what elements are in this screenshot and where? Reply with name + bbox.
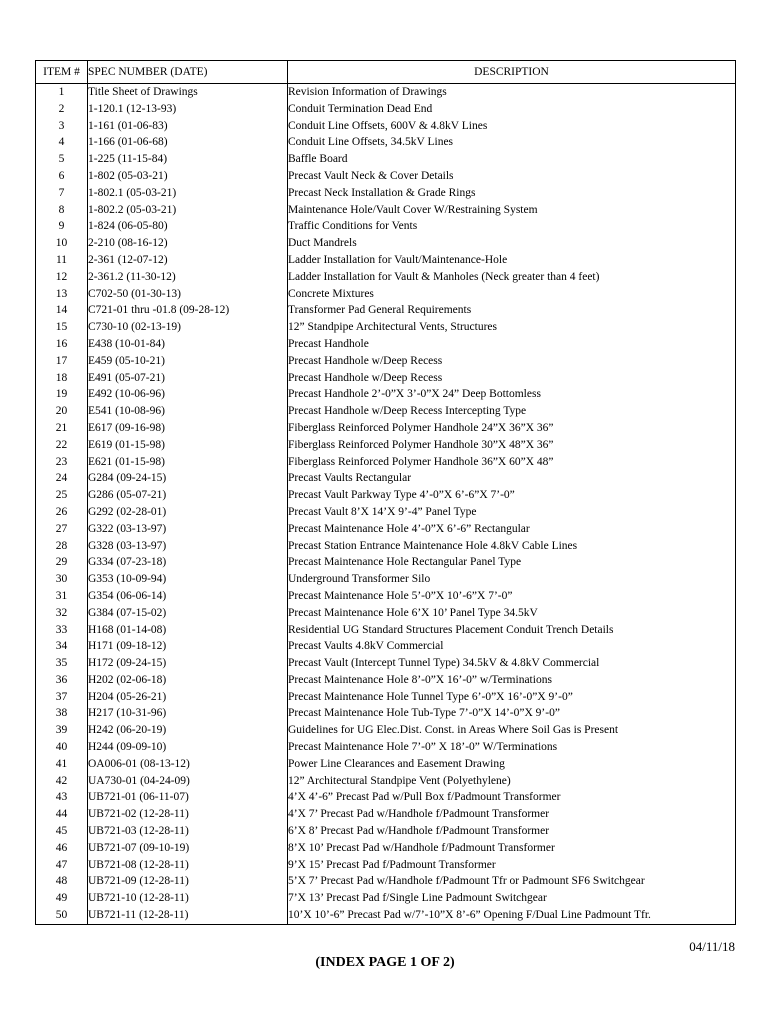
- table-row: [36, 554, 736, 571]
- description-cell: 4’X 4’-6” Precast Pad w/Pull Box f/Padmount Transformer: [288, 791, 561, 804]
- item-number-cell: 34: [36, 638, 88, 655]
- description-cell: Precast Vaults 4.8kV Commercial: [288, 640, 444, 653]
- item-number-cell: 14: [36, 302, 88, 319]
- description-cell: Guidelines for UG Elec.Dist. Const. in Areas Where Soil Gas is Present: [288, 724, 619, 737]
- item-number-cell: 32: [36, 605, 88, 622]
- description-cell: Fiberglass Reinforced Polymer Handhole 30”X 48”X 36”: [288, 438, 554, 451]
- spec-number-cell: 1-802 (05-03-21): [88, 168, 288, 185]
- spec-number-cell: 1-824 (06-05-80): [88, 218, 288, 235]
- spec-number-cell: UB721-10 (12-28-11): [88, 890, 288, 907]
- item-number-cell: 29: [36, 554, 88, 571]
- item-number-cell: 13: [36, 286, 88, 303]
- item-number-cell: 6: [36, 168, 88, 185]
- item-number-cell: 28: [36, 538, 88, 555]
- table-row: [36, 504, 736, 521]
- spec-number-cell: 1-225 (11-15-84): [88, 151, 288, 168]
- spec-number-cell: C730-10 (02-13-19): [88, 319, 288, 336]
- spec-number-header: SPEC NUMBER (DATE): [88, 61, 288, 84]
- spec-number-cell: G322 (03-13-97): [88, 521, 288, 538]
- table-row: [36, 521, 736, 538]
- table-row: [36, 672, 736, 689]
- item-number-cell: 30: [36, 571, 88, 588]
- spec-number-cell: E438 (10-01-84): [88, 336, 288, 353]
- item-number-cell: 38: [36, 705, 88, 722]
- spec-number-cell: H202 (02-06-18): [88, 672, 288, 689]
- description-cell: Precast Handhole w/Deep Recess Intercepting Type: [288, 405, 527, 418]
- table-row: [36, 487, 736, 504]
- spec-number-cell: G292 (02-28-01): [88, 504, 288, 521]
- description-cell: 4’X 7’ Precast Pad w/Handhole f/Padmount Transformer: [288, 808, 550, 821]
- spec-number-cell: G354 (06-06-14): [88, 588, 288, 605]
- spec-number-cell: UB721-07 (09-10-19): [88, 840, 288, 857]
- description-cell: Precast Maintenance Hole Tub-Type 7’-0”X 14’-0”X 9’-0”: [288, 707, 560, 720]
- description-cell: Precast Maintenance Hole 7’-0” X 18’-0” W/Terminations: [288, 741, 558, 754]
- spec-number-cell: UA730-01 (04-24-09): [88, 773, 288, 790]
- table-row: [36, 403, 736, 420]
- description-cell: 8’X 10’ Precast Pad w/Handhole f/Padmount Transformer: [288, 841, 555, 854]
- table-row: [36, 134, 736, 151]
- table-row: [36, 336, 736, 353]
- description-cell: Precast Vault Parkway Type 4’-0”X 6’-6”X 7’-0”: [288, 489, 515, 502]
- description-cell: Transformer Pad General Requirements: [288, 304, 472, 317]
- table-row: [36, 588, 736, 605]
- item-number-cell: 24: [36, 470, 88, 487]
- description-cell: Concrete Mixtures: [288, 287, 374, 300]
- description-cell: 12” Standpipe Architectural Vents, Structures: [288, 321, 497, 334]
- item-number-cell: 22: [36, 437, 88, 454]
- description-cell: Precast Vault 8’X 14’X 9’-4” Panel Type: [288, 505, 477, 518]
- spec-number-cell: OA006-01 (08-13-12): [88, 756, 288, 773]
- description-cell: Fiberglass Reinforced Polymer Handhole 36”X 60”X 48”: [288, 455, 554, 468]
- table-row: [36, 739, 736, 756]
- item-number-cell: 3: [36, 118, 88, 135]
- description-cell: Ladder Installation for Vault/Maintenance-Hole: [288, 253, 508, 266]
- table-body: [36, 84, 736, 925]
- spec-number-cell: E621 (01-15-98): [88, 454, 288, 471]
- table-header-row: [36, 61, 736, 84]
- spec-number-cell: E491 (05-07-21): [88, 370, 288, 387]
- table-row: [36, 638, 736, 655]
- item-number-cell: 37: [36, 689, 88, 706]
- table-row: [36, 286, 736, 303]
- revision-date: 04/11/18: [689, 939, 735, 954]
- description-cell: Precast Handhole 2’-0”X 3’-0”X 24” Deep Bottomless: [288, 388, 541, 401]
- spec-number-cell: 1-802.1 (05-03-21): [88, 185, 288, 202]
- table-row: [36, 151, 736, 168]
- spec-number-cell: H172 (09-24-15): [88, 655, 288, 672]
- spec-number-cell: G286 (05-07-21): [88, 487, 288, 504]
- item-number-cell: 46: [36, 840, 88, 857]
- spec-number-cell: 1-161 (01-06-83): [88, 118, 288, 135]
- description-cell: Precast Maintenance Hole 8’-0”X 16’-0” w/Terminations: [288, 673, 552, 686]
- item-number-cell: 33: [36, 622, 88, 639]
- spec-number-cell: H217 (10-31-96): [88, 705, 288, 722]
- item-number-cell: 31: [36, 588, 88, 605]
- table-row: [36, 470, 736, 487]
- spec-number-cell: H171 (09-18-12): [88, 638, 288, 655]
- table-row: [36, 420, 736, 437]
- table-row: [36, 655, 736, 672]
- table-row: [36, 907, 736, 924]
- table-row: [36, 202, 736, 219]
- item-number-cell: 17: [36, 353, 88, 370]
- description-cell: Maintenance Hole/Vault Cover W/Restraining System: [288, 203, 538, 216]
- description-cell: Precast Maintenance Hole Tunnel Type 6’-0”X 16’-0”X 9’-0”: [288, 690, 573, 703]
- item-number-cell: 40: [36, 739, 88, 756]
- spec-number-cell: 1-802.2 (05-03-21): [88, 202, 288, 219]
- description-cell: 9’X 15’ Precast Pad f/Padmount Transformer: [288, 858, 496, 871]
- spec-number-cell: UB721-02 (12-28-11): [88, 806, 288, 823]
- table-row: [36, 84, 736, 101]
- description-cell: Traffic Conditions for Vents: [288, 220, 418, 233]
- table-row: [36, 252, 736, 269]
- table-row: [36, 235, 736, 252]
- item-number-cell: 48: [36, 873, 88, 890]
- item-number-cell: 27: [36, 521, 88, 538]
- item-number-cell: 9: [36, 218, 88, 235]
- table-row: [36, 756, 736, 773]
- spec-number-cell: E541 (10-08-96): [88, 403, 288, 420]
- spec-number-cell: E619 (01-15-98): [88, 437, 288, 454]
- description-cell: 10’X 10’-6” Precast Pad w/7’-10”X 8’-6” Opening F/Dual Line Padmount Tfr.: [288, 909, 651, 922]
- spec-number-cell: G334 (07-23-18): [88, 554, 288, 571]
- spec-number-cell: H204 (05-26-21): [88, 689, 288, 706]
- description-cell: Precast Maintenance Hole Rectangular Panel Type: [288, 556, 522, 569]
- page-index-label: (INDEX PAGE 1 OF 2): [315, 955, 455, 970]
- spec-number-cell: G284 (09-24-15): [88, 470, 288, 487]
- item-number-cell: 15: [36, 319, 88, 336]
- item-number-cell: 49: [36, 890, 88, 907]
- table-row: [36, 437, 736, 454]
- spec-number-cell: UB721-11 (12-28-11): [88, 907, 288, 924]
- item-number-cell: 16: [36, 336, 88, 353]
- table-row: [36, 454, 736, 471]
- description-cell: 5’X 7’ Precast Pad w/Handhole f/Padmount Tfr or Padmount SF6 Switchgear: [288, 875, 645, 888]
- spec-number-cell: 1-120.1 (12-13-93): [88, 101, 288, 118]
- table-row: [36, 789, 736, 806]
- table-row: [36, 857, 736, 874]
- description-cell: Ladder Installation for Vault & Manholes (Neck greater than 4 feet): [288, 270, 600, 283]
- description-cell: Duct Mandrels: [288, 237, 357, 250]
- description-cell: 12” Architectural Standpipe Vent (Polyethylene): [288, 774, 511, 787]
- item-number-cell: 45: [36, 823, 88, 840]
- item-number-cell: 10: [36, 235, 88, 252]
- spec-number-cell: E459 (05-10-21): [88, 353, 288, 370]
- description-cell: Power Line Clearances and Easement Drawing: [288, 757, 505, 770]
- spec-number-cell: G353 (10-09-94): [88, 571, 288, 588]
- table-row: [36, 840, 736, 857]
- spec-number-cell: Title Sheet of Drawings: [88, 84, 288, 101]
- description-cell: Precast Vaults Rectangular: [288, 472, 412, 485]
- description-cell: Precast Maintenance Hole 5’-0”X 10’-6”X 7’-0”: [288, 589, 513, 602]
- item-number-cell: 2: [36, 101, 88, 118]
- description-cell: Precast Handhole: [288, 337, 369, 350]
- item-number-cell: 50: [36, 907, 88, 924]
- description-cell: Residential UG Standard Structures Placement Conduit Trench Details: [288, 623, 614, 636]
- item-number-cell: 4: [36, 134, 88, 151]
- spec-number-cell: UB721-09 (12-28-11): [88, 873, 288, 890]
- spec-number-cell: G328 (03-13-97): [88, 538, 288, 555]
- table-row: [36, 101, 736, 118]
- item-number-cell: 42: [36, 773, 88, 790]
- description-cell: Precast Handhole w/Deep Recess: [288, 371, 443, 384]
- item-number-cell: 11: [36, 252, 88, 269]
- item-number-cell: 35: [36, 655, 88, 672]
- table-row: [36, 689, 736, 706]
- spec-number-cell: UB721-08 (12-28-11): [88, 857, 288, 874]
- table-row: [36, 571, 736, 588]
- item-number-cell: 47: [36, 857, 88, 874]
- spec-number-cell: 2-361.2 (11-30-12): [88, 269, 288, 286]
- description-cell: Precast Neck Installation & Grade Rings: [288, 186, 476, 199]
- description-cell: Precast Station Entrance Maintenance Hole 4.8kV Cable Lines: [288, 539, 578, 552]
- table-row: [36, 353, 736, 370]
- item-number-cell: 19: [36, 386, 88, 403]
- item-number-cell: 18: [36, 370, 88, 387]
- description-cell: Precast Vault Neck & Cover Details: [288, 169, 454, 182]
- table-row: [36, 773, 736, 790]
- table-row: [36, 370, 736, 387]
- description-cell: Conduit Termination Dead End: [288, 102, 433, 115]
- spec-number-cell: C721-01 thru -01.8 (09-28-12): [88, 302, 288, 319]
- description-cell: Precast Maintenance Hole 6’X 10’ Panel Type 34.5kV: [288, 606, 538, 619]
- item-number-cell: 8: [36, 202, 88, 219]
- description-cell: Fiberglass Reinforced Polymer Handhole 24”X 36”X 36”: [288, 421, 554, 434]
- spec-number-cell: 2-210 (08-16-12): [88, 235, 288, 252]
- item-number-cell: 25: [36, 487, 88, 504]
- description-cell: Precast Handhole w/Deep Recess: [288, 354, 443, 367]
- table-row: [36, 168, 736, 185]
- table-row: [36, 823, 736, 840]
- item-number-cell: 12: [36, 269, 88, 286]
- description-cell: Revision Information of Drawings: [288, 86, 447, 98]
- item-number-cell: 36: [36, 672, 88, 689]
- item-number-header: ITEM #: [36, 61, 88, 84]
- item-number-cell: 23: [36, 454, 88, 471]
- spec-number-cell: G384 (07-15-02): [88, 605, 288, 622]
- table-row: [36, 386, 736, 403]
- spec-number-cell: H242 (06-20-19): [88, 722, 288, 739]
- item-number-cell: 41: [36, 756, 88, 773]
- table-row: [36, 218, 736, 235]
- table-row: [36, 269, 736, 286]
- spec-number-cell: C702-50 (01-30-13): [88, 286, 288, 303]
- spec-number-cell: H244 (09-09-10): [88, 739, 288, 756]
- table-row: [36, 302, 736, 319]
- spec-number-cell: H168 (01-14-08): [88, 622, 288, 639]
- item-number-cell: 20: [36, 403, 88, 420]
- item-number-cell: 39: [36, 722, 88, 739]
- table-row: [36, 319, 736, 336]
- description-cell: 6’X 8’ Precast Pad w/Handhole f/Padmount Transformer: [288, 825, 550, 838]
- item-number-cell: 5: [36, 151, 88, 168]
- spec-number-cell: UB721-03 (12-28-11): [88, 823, 288, 840]
- table-row: [36, 605, 736, 622]
- item-number-cell: 7: [36, 185, 88, 202]
- table-row: [36, 118, 736, 135]
- table-row: [36, 622, 736, 639]
- description-cell: Conduit Line Offsets, 34.5kV Lines: [288, 136, 454, 149]
- item-number-cell: 43: [36, 789, 88, 806]
- spec-number-cell: E492 (10-06-96): [88, 386, 288, 403]
- item-number-cell: 1: [36, 84, 88, 101]
- spec-number-cell: 1-166 (01-06-68): [88, 134, 288, 151]
- description-cell: Precast Vault (Intercept Tunnel Type) 34.5kV & 4.8kV Commercial: [288, 657, 600, 670]
- table-row: [36, 722, 736, 739]
- description-cell: Conduit Line Offsets, 600V & 4.8kV Lines: [288, 119, 488, 132]
- description-cell: Precast Maintenance Hole 4’-0”X 6’-6” Rectangular: [288, 522, 530, 535]
- table-row: [36, 185, 736, 202]
- table-row: [36, 538, 736, 555]
- spec-number-cell: 2-361 (12-07-12): [88, 252, 288, 269]
- description-cell: Baffle Board: [288, 153, 348, 166]
- description-cell: Underground Transformer Silo: [288, 573, 431, 586]
- description-header: DESCRIPTION: [288, 61, 736, 84]
- table-row: [36, 806, 736, 823]
- spec-number-cell: UB721-01 (06-11-07): [88, 789, 288, 806]
- description-cell: 7’X 13’ Precast Pad f/Single Line Padmount Switchgear: [288, 892, 547, 905]
- drawing-index-table: [35, 60, 736, 925]
- table-row: [36, 873, 736, 890]
- spec-number-cell: E617 (09-16-98): [88, 420, 288, 437]
- item-number-cell: 21: [36, 420, 88, 437]
- item-number-cell: 44: [36, 806, 88, 823]
- table-row: [36, 705, 736, 722]
- table-row: [36, 890, 736, 907]
- item-number-cell: 26: [36, 504, 88, 521]
